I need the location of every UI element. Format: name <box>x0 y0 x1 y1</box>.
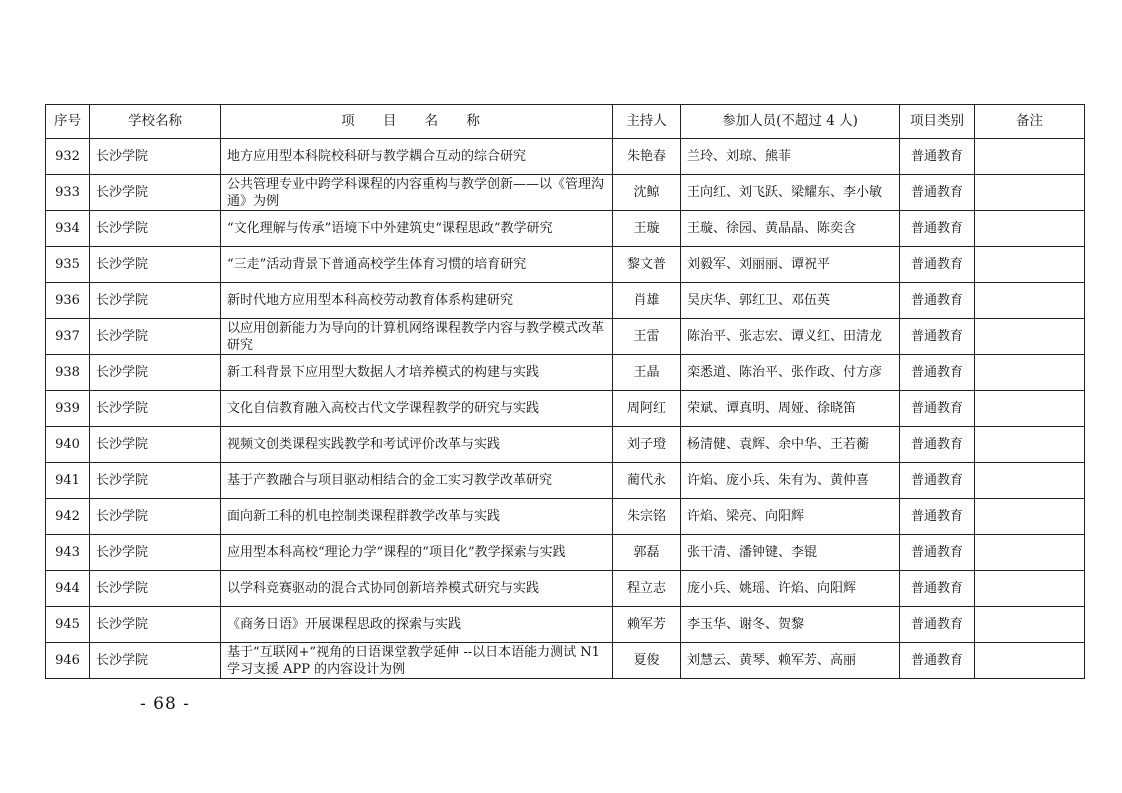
cell-no: 946 <box>46 643 90 679</box>
cell-project: “三走”活动背景下普通高校学生体育习惯的培育研究 <box>221 247 613 283</box>
cell-no: 943 <box>46 535 90 571</box>
cell-members: 吴庆华、郭红卫、邓伍英 <box>681 283 900 319</box>
cell-category: 普通教育 <box>900 391 975 427</box>
table-row <box>46 319 1085 355</box>
table-row <box>46 175 1085 211</box>
cell-members: 王向红、刘飞跃、梁耀东、李小敏 <box>681 175 900 211</box>
cell-category: 普通教育 <box>900 499 975 535</box>
cell-host: 刘子璒 <box>613 427 681 463</box>
cell-no: 941 <box>46 463 90 499</box>
cell-no: 940 <box>46 427 90 463</box>
cell-category: 普通教育 <box>900 319 975 355</box>
cell-project: 文化自信教育融入高校古代文学课程教学的研究与实践 <box>221 391 613 427</box>
table-row <box>46 211 1085 247</box>
header-host: 主持人 <box>613 105 681 139</box>
cell-school: 长沙学院 <box>90 211 221 247</box>
table-row <box>46 391 1085 427</box>
cell-no: 938 <box>46 355 90 391</box>
header-category: 项目类别 <box>900 105 975 139</box>
cell-project: 应用型本科高校“理论力学”课程的“项目化”教学探索与实践 <box>221 535 613 571</box>
header-remarks: 备注 <box>975 105 1085 139</box>
cell-category: 普通教育 <box>900 571 975 607</box>
table-row <box>46 247 1085 283</box>
cell-category: 普通教育 <box>900 211 975 247</box>
table-row <box>46 283 1085 319</box>
cell-category: 普通教育 <box>900 427 975 463</box>
table-row <box>46 463 1085 499</box>
cell-members: 刘毅军、刘丽丽、谭祝平 <box>681 247 900 283</box>
table-row <box>46 571 1085 607</box>
cell-school: 长沙学院 <box>90 535 221 571</box>
cell-category: 普通教育 <box>900 535 975 571</box>
cell-category: 普通教育 <box>900 247 975 283</box>
cell-school: 长沙学院 <box>90 643 221 679</box>
table-row <box>46 139 1085 175</box>
cell-remarks <box>975 499 1085 535</box>
cell-members: 张干清、潘钟键、李锟 <box>681 535 900 571</box>
cell-host: 蔺代永 <box>613 463 681 499</box>
cell-members: 李玉华、谢冬、贺黎 <box>681 607 900 643</box>
cell-project: 公共管理专业中跨学科课程的内容重构与教学创新——以《管理沟通》为例 <box>221 175 613 211</box>
cell-host: 朱艳春 <box>613 139 681 175</box>
header-school: 学校名称 <box>90 105 221 139</box>
cell-category: 普通教育 <box>900 355 975 391</box>
cell-host: 王雷 <box>613 319 681 355</box>
cell-members: 庞小兵、姚瑶、许焰、向阳辉 <box>681 571 900 607</box>
cell-remarks <box>975 247 1085 283</box>
cell-remarks <box>975 607 1085 643</box>
cell-host: 朱宗铭 <box>613 499 681 535</box>
cell-school: 长沙学院 <box>90 247 221 283</box>
cell-members: 许焰、梁亮、向阳辉 <box>681 499 900 535</box>
cell-host: 周阿红 <box>613 391 681 427</box>
header-project: 项 目 名 称 <box>221 105 613 139</box>
cell-host: 黎文普 <box>613 247 681 283</box>
cell-members: 许焰、庞小兵、朱有为、黄仲喜 <box>681 463 900 499</box>
cell-project: 以学科竞赛驱动的混合式协同创新培养模式研究与实践 <box>221 571 613 607</box>
cell-project: 以应用创新能力为导向的计算机网络课程教学内容与教学模式改革研究 <box>221 319 613 355</box>
cell-remarks <box>975 139 1085 175</box>
cell-category: 普通教育 <box>900 463 975 499</box>
cell-school: 长沙学院 <box>90 427 221 463</box>
table-row <box>46 355 1085 391</box>
table-row <box>46 535 1085 571</box>
cell-no: 934 <box>46 211 90 247</box>
cell-project: 地方应用型本科院校科研与教学耦合互动的综合研究 <box>221 139 613 175</box>
cell-category: 普通教育 <box>900 283 975 319</box>
table-row <box>46 607 1085 643</box>
cell-members: 刘慧云、黄琴、赖军芳、高丽 <box>681 643 900 679</box>
cell-project: 新时代地方应用型本科高校劳动教育体系构建研究 <box>221 283 613 319</box>
cell-category: 普通教育 <box>900 139 975 175</box>
cell-school: 长沙学院 <box>90 571 221 607</box>
cell-no: 945 <box>46 607 90 643</box>
cell-remarks <box>975 391 1085 427</box>
cell-members: 栾悉道、陈治平、张作政、付方彦 <box>681 355 900 391</box>
table-header-row <box>46 105 1085 139</box>
cell-project: 面向新工科的机电控制类课程群教学改革与实践 <box>221 499 613 535</box>
cell-host: 王晶 <box>613 355 681 391</box>
cell-remarks <box>975 427 1085 463</box>
cell-school: 长沙学院 <box>90 175 221 211</box>
cell-category: 普通教育 <box>900 607 975 643</box>
cell-project: 基于产教融合与项目驱动相结合的金工实习教学改革研究 <box>221 463 613 499</box>
cell-host: 程立志 <box>613 571 681 607</box>
cell-members: 荣斌、谭真明、周娅、徐晓笛 <box>681 391 900 427</box>
cell-school: 长沙学院 <box>90 283 221 319</box>
header-no: 序号 <box>46 105 90 139</box>
table-row <box>46 427 1085 463</box>
cell-members: 陈治平、张志宏、谭义红、田清龙 <box>681 319 900 355</box>
cell-project: 视频文创类课程实践教学和考试评价改革与实践 <box>221 427 613 463</box>
cell-project: 基于“互联网+”视角的日语课堂教学延伸 --以日本语能力测试 N1 学习支援 APP 的内容设计为例 <box>221 643 613 679</box>
cell-no: 939 <box>46 391 90 427</box>
cell-host: 沈鲸 <box>613 175 681 211</box>
cell-members: 王璇、徐园、黄晶晶、陈奕含 <box>681 211 900 247</box>
cell-remarks <box>975 319 1085 355</box>
header-members: 参加人员(不超过 4 人) <box>681 105 900 139</box>
cell-category: 普通教育 <box>900 643 975 679</box>
cell-host: 赖军芳 <box>613 607 681 643</box>
cell-no: 932 <box>46 139 90 175</box>
table-row <box>46 643 1085 679</box>
cell-remarks <box>975 571 1085 607</box>
cell-host: 王璇 <box>613 211 681 247</box>
cell-members: 兰玲、刘琼、熊菲 <box>681 139 900 175</box>
cell-remarks <box>975 463 1085 499</box>
cell-remarks <box>975 355 1085 391</box>
cell-school: 长沙学院 <box>90 319 221 355</box>
project-table <box>45 104 1085 679</box>
cell-project: 《商务日语》开展课程思政的探索与实践 <box>221 607 613 643</box>
cell-no: 936 <box>46 283 90 319</box>
cell-school: 长沙学院 <box>90 499 221 535</box>
cell-members: 杨清健、袁辉、余中华、王若蘅 <box>681 427 900 463</box>
cell-no: 933 <box>46 175 90 211</box>
page-number: - 68 - <box>140 694 190 714</box>
cell-remarks <box>975 535 1085 571</box>
cell-remarks <box>975 175 1085 211</box>
cell-school: 长沙学院 <box>90 607 221 643</box>
cell-no: 935 <box>46 247 90 283</box>
cell-no: 942 <box>46 499 90 535</box>
cell-host: 郭磊 <box>613 535 681 571</box>
cell-host: 夏俊 <box>613 643 681 679</box>
cell-project: 新工科背景下应用型大数据人才培养模式的构建与实践 <box>221 355 613 391</box>
cell-school: 长沙学院 <box>90 139 221 175</box>
cell-school: 长沙学院 <box>90 463 221 499</box>
table-row <box>46 499 1085 535</box>
cell-remarks <box>975 211 1085 247</box>
cell-school: 长沙学院 <box>90 391 221 427</box>
cell-project: “文化理解与传承”语境下中外建筑史“课程思政”教学研究 <box>221 211 613 247</box>
cell-school: 长沙学院 <box>90 355 221 391</box>
cell-category: 普通教育 <box>900 175 975 211</box>
cell-remarks <box>975 283 1085 319</box>
cell-no: 944 <box>46 571 90 607</box>
cell-remarks <box>975 643 1085 679</box>
cell-host: 肖雄 <box>613 283 681 319</box>
cell-no: 937 <box>46 319 90 355</box>
